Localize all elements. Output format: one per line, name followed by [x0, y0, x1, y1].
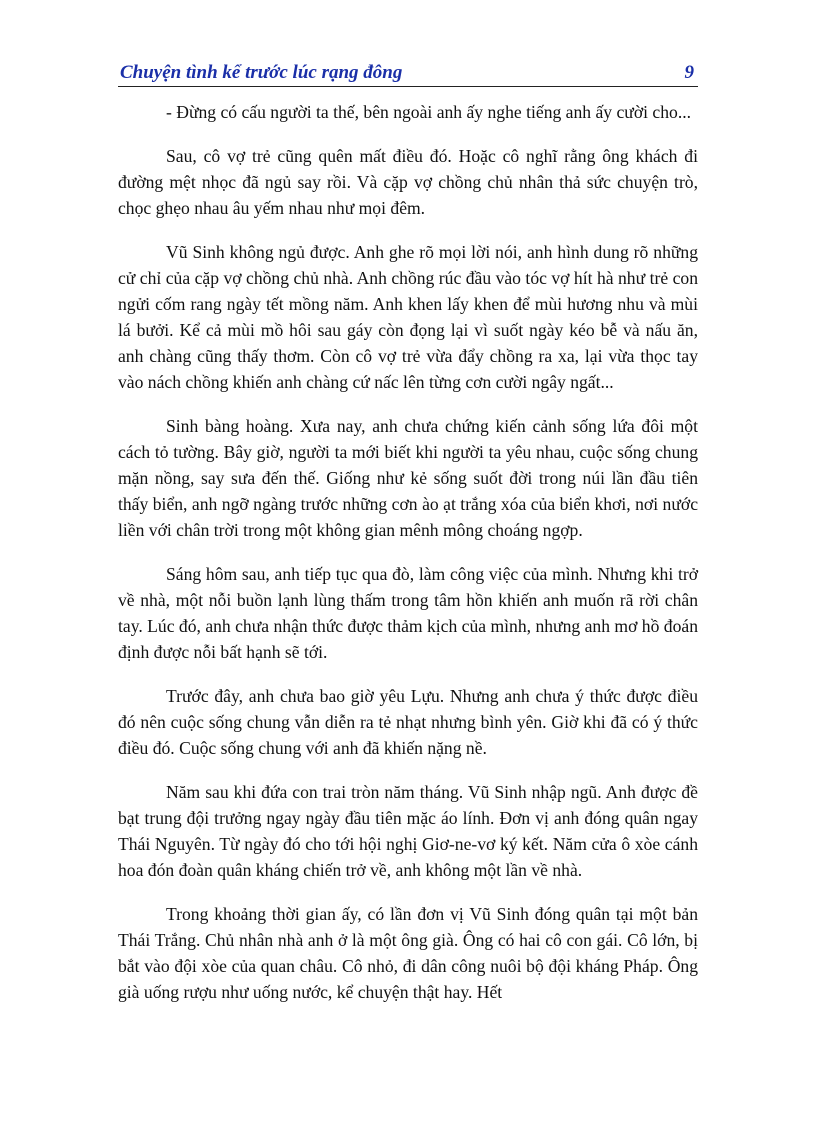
paragraph: Sau, cô vợ trẻ cũng quên mất điều đó. Hoặc cô nghĩ rằng ông khách đi đường mệt nhọc đã ngủ say rồi. Và cặp vợ chồng chủ nhân thả sức chuyện trò, chọc ghẹo nhau âu yếm nhau như mọi đêm.	[118, 146, 698, 218]
body-text	[118, 99, 698, 1023]
paragraph: Sinh bàng hoàng. Xưa nay, anh chưa chứng kiến cảnh sống lứa đôi một cách tỏ tường. Bây giờ, người ta mới biết khi người ta yêu nhau, cuộc sống chung mặn nồng, say sưa đến thế. Giống như kẻ sống suốt đời trong núi lần đầu tiên thấy biển, anh ngỡ ngàng trước những cơn ào ạt trắng xóa của biển khơi, nơi nước liền với chân trời trong một không gian mênh mông choáng ngợp.	[118, 416, 698, 540]
paragraph: Trước đây, anh chưa bao giờ yêu Lựu. Nhưng anh chưa ý thức được điều đó nên cuộc sống chung vẫn diễn ra tẻ nhạt nhưng bình yên. Giờ khi đã có ý thức điều đó. Cuộc sống chung với anh đã khiến nặng nề.	[118, 686, 698, 758]
page-number: 9	[684, 62, 694, 83]
paragraph: - Đừng có cấu người ta thế, bên ngoài anh ấy nghe tiếng anh ấy cười cho...	[166, 102, 692, 122]
paragraph: Năm sau khi đứa con trai tròn năm tháng. Vũ Sinh nhập ngũ. Anh được đề bạt trung đội trưởng ngay ngày đầu tiên mặc áo lính. Đơn vị anh đóng quân ngay Thái Nguyên. Từ ngày đó cho tới hội nghị Giơ-ne-vơ ký kết. Năm cửa ô xòe cánh hoa đón đoàn quân kháng chiến trở về, anh không một lần về nhà.	[118, 782, 698, 880]
paragraph: Vũ Sinh không ngủ được. Anh ghe rõ mọi lời nói, anh hình dung rõ những cử chỉ của cặp vợ chồng chủ nhà. Anh chồng rúc đầu vào tóc vợ hít hà như trẻ con ngửi cốm rang ngày tết mồng năm. Anh khen lấy khen để mùi hương nhu và mùi lá bưởi. Kể cả mùi mồ hôi sau gáy còn đọng lại vì suốt ngày kéo bễ và nấu ăn, anh chàng cũng thấy thơm. Còn cô vợ trẻ vừa đẩy chồng ra xa, lại vừa thọc tay vào nách chồng khiến anh chàng cứ nấc lên từng cơn cười ngây ngất...	[118, 242, 698, 392]
running-title: Chuyện tình kể trước lúc rạng đông	[120, 62, 403, 83]
paragraph: Sáng hôm sau, anh tiếp tục qua đò, làm công việc của mình. Nhưng khi trở về nhà, một nỗi buồn lạnh lùng thấm trong tâm hồn khiến anh muốn rã rời chân tay. Lúc đó, anh chưa nhận thức được thảm kịch của mình, nhưng anh mơ hồ đoán định được nỗi bất hạnh sẽ tới.	[118, 564, 698, 662]
paragraph: Trong khoảng thời gian ấy, có lần đơn vị Vũ Sinh đóng quân tại một bản Thái Trắng. Chủ nhân nhà anh ở là một ông già. Ông có hai cô con gái. Cô lớn, bị bắt vào đội xòe của quan châu. Cô nhỏ, đi dân công nuôi bộ đội kháng Pháp. Ông già uống rượu như uống nước, kể chuyện thật hay. Hết	[118, 904, 698, 1002]
page-header	[118, 56, 698, 87]
